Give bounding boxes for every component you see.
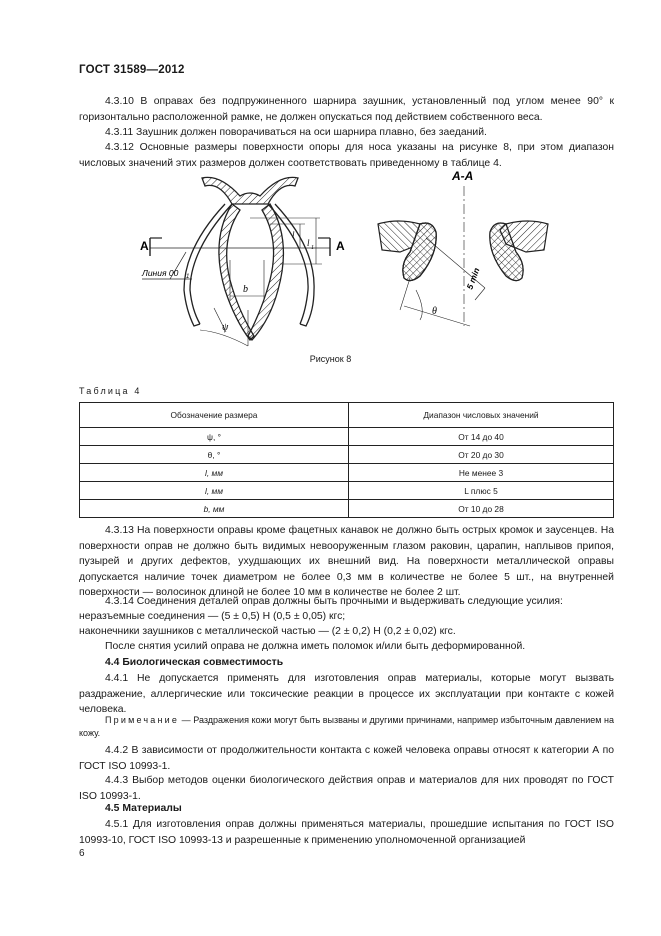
table-cell: l, мм <box>80 464 349 482</box>
document-header: ГОСТ 31589—2012 <box>79 64 185 76</box>
paragraph-4-3-14-c: После снятия усилий оправа не должна иметь поломок и/или быть деформированной. <box>105 641 526 652</box>
paragraph-4-3-14-b: наконечники заушников с металлической частью — (2 ± 0,2) Н (0,2 ± 0,02) кгс. <box>79 626 456 637</box>
table-cell: От 14 до 40 <box>349 428 614 446</box>
paragraph-4-3-10: 4.3.10 В оправах без подпружиненного шарнира заушник, установленный под углом менее 90° к горизонтально расположенной рамке, не должен опускаться под действием собственного веса. <box>79 96 614 123</box>
table-cell: θ, ° <box>80 446 349 464</box>
paragraph-4-3-11: 4.3.11 Заушник должен поворачиваться на оси шарнира плавно, без заеданий. <box>105 127 487 138</box>
label-5-min: 5 min <box>464 266 482 291</box>
table-cell: От 10 до 28 <box>349 500 614 518</box>
table-row <box>80 464 614 482</box>
label-l1-sub: 1 <box>311 245 314 251</box>
paragraph-4-4-2: 4.4.2 В зависимости от продолжительности контакта с кожей человека оправы относят к категории А по ГОСТ ISO 10993-1. <box>79 745 614 772</box>
label-b: b <box>243 284 248 295</box>
note-text: — Раздражения кожи могут быть вызваны и другими причинами, например избыточным давлением на кожу. <box>79 715 614 738</box>
paragraph-4-3-14: 4.3.14 Соединения деталей оправ должны быть прочными и выдерживать следующие усилия: <box>105 596 563 607</box>
table-row <box>80 446 614 464</box>
label-section-aa: А-А <box>452 169 474 183</box>
note <box>79 714 614 740</box>
label-a-right: А <box>336 239 345 253</box>
table-row <box>80 500 614 518</box>
label-l1: l <box>307 238 310 248</box>
table-label: Таблица 4 <box>79 386 142 396</box>
label-a-left: А <box>140 239 149 253</box>
table-cell: b, мм <box>80 500 349 518</box>
paragraph-4-3-14-a: неразъемные соединения — (5 ± 0,5) Н (0,5 ± 0,05) кгс; <box>79 611 346 622</box>
table-header-cell: Диапазон числовых значений <box>349 403 614 428</box>
label-line-00: Линия 00 <box>142 268 179 278</box>
section-aa-right <box>490 221 548 281</box>
section-4-5-title: 4.5 Материалы <box>105 803 182 814</box>
paragraph-4-3-13: 4.3.13 На поверхности оправы кроме фацетных канавок не должно быть острых кромок и заусенцев. На поверхности оправ не должно быть видимых невооруженным глазом раковин, царапин, наплывов припоя, пузырей и других дефектов, ухудшающих их внешний вид. На поверхности металлической оправы допускается наличие точек диаметром не более 0,3 мм в количестве не более 5 шт., на внутренней поверхности — волосинок длиной не более 10 мм в количестве не более 2 шт. <box>79 525 614 599</box>
note-label: Примечание <box>105 715 180 725</box>
paragraph-4-5-1: 4.5.1 Для изготовления оправ должны применяться материалы, прошедшие испытания по ГОСТ ISO 10993-10, ГОСТ ISO 10993-13 и разрешенные к применению уполномоченной организацией <box>79 819 614 846</box>
table-cell: От 20 до 30 <box>349 446 614 464</box>
figure-caption: Рисунок 8 <box>309 354 352 364</box>
paragraph-4-3-12: 4.3.12 Основные размеры поверхности опоры для носа указаны на рисунке 8, при этом диапазон числовых значений этих размеров должен соответствовать приведенному в таблице 4. <box>79 142 614 169</box>
nose-support-front-view <box>184 177 314 340</box>
table-header-row <box>80 403 614 428</box>
table-cell: ψ, ° <box>80 428 349 446</box>
label-psi: ψ <box>222 322 229 333</box>
figure-8-drawing <box>130 160 560 360</box>
label-line-00-sub: 1 <box>186 274 190 280</box>
table-header-cell: Обозначение размера <box>80 403 349 428</box>
section-aa-left <box>378 221 436 281</box>
figure-8 <box>130 160 560 360</box>
paragraph-4-4-3: 4.4.3 Выбор методов оценки биологического действия оправ и материалов для них проводят по ГОСТ ISO 10993-1. <box>79 775 614 802</box>
table-4 <box>79 402 614 518</box>
table-cell: Не менее 3 <box>349 464 614 482</box>
section-4-4-title: 4.4 Биологическая совместимость <box>105 657 284 668</box>
paragraph-4-4-1: 4.4.1 Не допускается применять для изготовления оправ материалы, которые могут вызвать раздражение, аллергические или токсические реакции в процессе их эксплуатации при контакте с кожей человека. <box>79 673 614 716</box>
table-row <box>80 482 614 500</box>
table-cell: l, мм <box>80 482 349 500</box>
table-row <box>80 428 614 446</box>
table-cell: L плюс 5 <box>349 482 614 500</box>
label-l: l <box>292 230 295 240</box>
label-theta: θ <box>432 306 437 317</box>
page-number: 6 <box>79 848 85 859</box>
